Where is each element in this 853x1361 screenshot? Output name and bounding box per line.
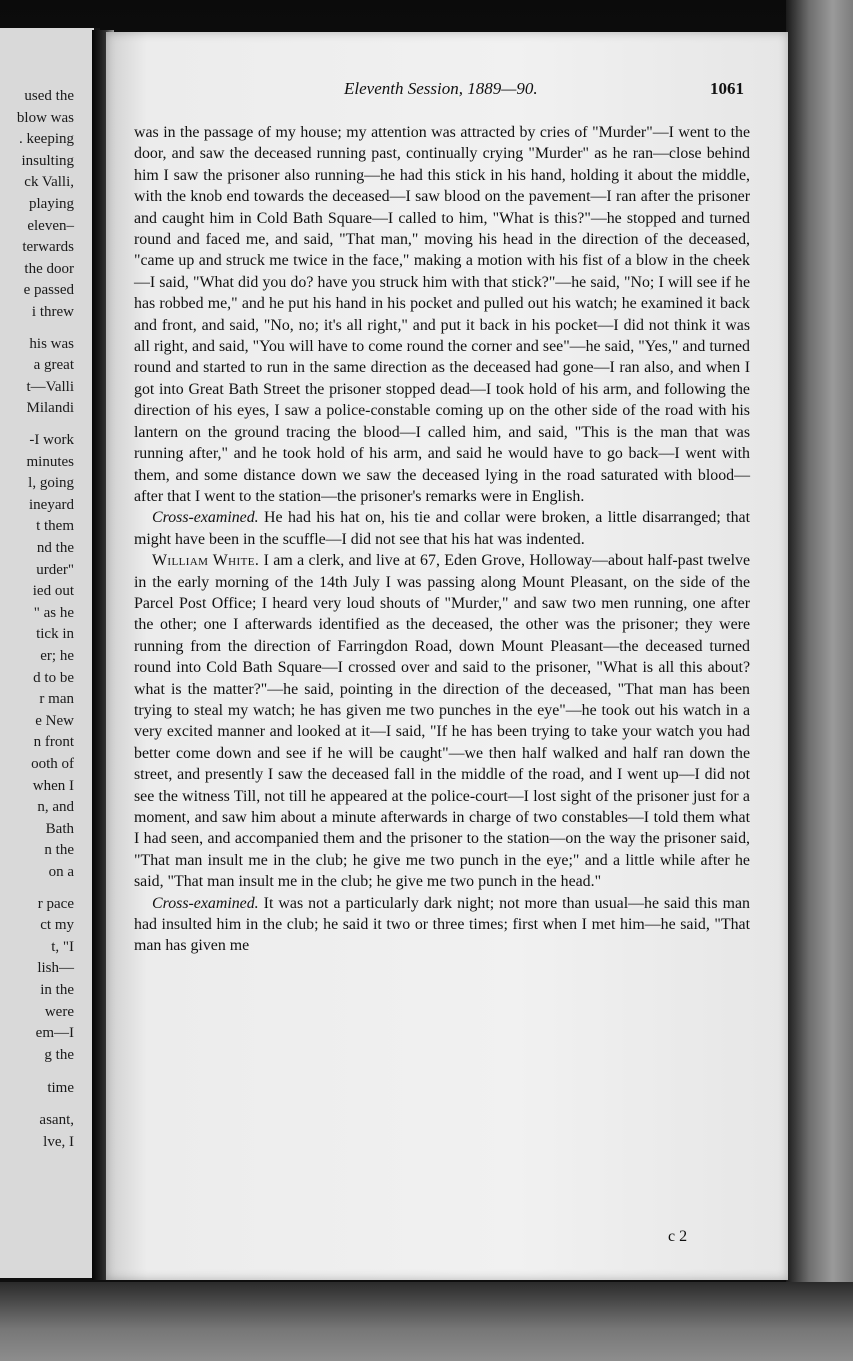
left-page-fragment: were — [44, 1003, 74, 1020]
paragraph-cross-examination-1 — [134, 507, 750, 550]
left-page-fragment: in the — [40, 982, 74, 998]
signature-mark: c 2 — [668, 1228, 688, 1245]
left-page-fragment: time — [47, 1080, 74, 1097]
left-page-fragment: Milandi — [26, 400, 74, 417]
left-page-fragment: e New — [35, 712, 74, 729]
left-page-fragment: tick in — [36, 626, 74, 643]
paragraph-text: I am a clerk, and live at 67, Eden Grove, Holloway—about half-past twelve in the early morning of the 14th July I was passing along Mount Pleasant, on the side of the Parcel Post Office; I heard very loud shouts of "Murder," and saw two men running, one after the other; one I afterwards identified as the deceased, the other was the prisoner; they were running from the direction of Farringdon Road, down Mount Pleasant—the deceased turned round into Cold Bath Square—I crossed over and said to the prisoner, "What is all this about? what is the matter?"—he said, pointing in the direction of the deceased, "That man has been trying to steal my watch; he has given me two punches in the eye"—he took out his watch in a very excited manner and looked at it—I said, "If he has been trying to take your watch you had better come down and see if he will be caught"—we then half walked and half ran down the street, and presently I saw the deceased fall in the middle of the road, and I went up—I did not see the witness Till, not till he appeared at the police-court—I lost sight of the prisoner just for a moment, and saw him about a minute afterwards in charge of two constables—I told them what I had seen, and accompanied them and the prisoner to the station—on the way the prisoner said, "That man insult me in the club; he give me two punch in the eye;" and a little while after he said, "That man insult me in the club; he give me two punch in the head." — [134, 552, 751, 891]
paragraph-text: It was not a particularly dark night; not more than usual—he said this man had insulted him in the club; he said it two or three times; first when I met him—he said, "That man has given me — [134, 894, 750, 955]
left-page-fragment: ied out — [32, 583, 74, 600]
left-page-fragment: insulting — [21, 152, 74, 169]
left-page-fragment: i threw — [31, 304, 74, 320]
book-right-edge — [786, 0, 853, 1361]
book-bottom-edge — [0, 1282, 853, 1361]
witness-name: William White. — [152, 552, 260, 570]
left-page-fragment: blow was — [16, 109, 74, 126]
left-facing-page — [0, 28, 100, 1278]
left-page-fragment: " as he — [33, 604, 74, 621]
left-page-fragment: nd the — [36, 540, 74, 556]
left-page-fragment: on a — [48, 864, 74, 880]
left-page-fragment: -I work — [29, 432, 74, 448]
left-page-fragment: lish— — [37, 960, 74, 977]
left-page-fragment: ooth of — [31, 756, 74, 772]
page-number: 1061 — [710, 79, 744, 98]
paragraph-william-white — [134, 550, 750, 893]
left-page-fragment: r man — [39, 691, 74, 708]
left-page-fragment: terwards — [22, 239, 74, 256]
left-page-fragment: ineyard — [29, 496, 74, 513]
left-page-fragment: t them — [36, 518, 74, 535]
cross-examined-label: Cross-examined. — [152, 509, 259, 527]
left-page-fragment: Bath — [45, 820, 74, 837]
left-page-fragment: lve, I — [43, 1133, 74, 1150]
left-page-fragment: e passed — [23, 282, 74, 299]
left-page-fragment: playing — [29, 196, 74, 212]
paragraph-cross-examination-2 — [134, 893, 750, 957]
left-page-fragment: er; he — [40, 648, 74, 664]
left-page-fragment: . keeping — [19, 131, 74, 148]
cross-examined-label: Cross-examined. — [152, 894, 259, 912]
left-page-fragment: asant, — [39, 1112, 74, 1128]
paragraph-text: He had his hat on, his tie and collar were broken, a little disarranged; that might have been in the scuffle—I did not see that his hat was indented. — [134, 509, 750, 548]
left-page-fragment: minutes — [26, 453, 74, 470]
left-page-fragment: d to be — [33, 669, 74, 686]
left-page-fragment: ct my — [40, 917, 74, 934]
left-page-fragment: n, and — [37, 799, 74, 816]
left-page-fragment: l, going — [28, 475, 74, 492]
left-page-fragment: urder" — [36, 561, 74, 578]
main-page — [106, 32, 788, 1280]
left-page-fragment: his was — [29, 335, 74, 352]
paragraph-testimony-continued — [134, 122, 750, 507]
running-head — [106, 79, 788, 99]
body-text — [134, 122, 750, 957]
left-page-fragment: when I — [32, 777, 74, 794]
left-page-fragment: a great — [33, 357, 74, 374]
paragraph-text: was in the passage of my house; my attention was attracted by cries of "Murder"—I went to the door, and saw the deceased running past, continually crying "Murder" as he ran—close behind him I saw the prisoner also running—he had this stick in his hand, holding it about the middle, with the knob end towards the deceased—I saw blood on the pavement—I ran after the prisoner and caught him in Cold Bath Square—I called to him, "What is this?"—he stopped and turned round and faced me, and said, "That man," moving his head in the direction of the deceased, "came up and struck me twice in the face," making a motion with his fist of a blow in the cheek—I said, "What did you do? have you struck him with that stick?"—he said, "No; I will see if he has robbed me," and he put his hand in his pocket and pulled out his watch; he examined it back and front, and said, "No, no; it's all right," and put it back in his pocket—I did not think it was all right, and said, "You will have to come round the corner and see"—he said, "Yes," and turned round and started to run in the same direction as the deceased had gone—I ran also, and when I got into Great Bath Street the prisoner stopped dead—I took hold of his arm, and following the direction of his eyes, I saw a police-constable coming up on the other side of the road with his lantern on the ground tracing the blood—I called him, and said, "This is the man that was running after," and he took hold of his arm, and said he would have to go back—I went with them, and some distance down we saw the deceased lying in the road saturated with blood—after that I went to the station—the prisoner's remarks were in English. — [134, 124, 750, 505]
left-page-fragment: ck Valli, — [24, 174, 74, 191]
session-title: Eleventh Session, 1889—90. — [344, 79, 538, 98]
left-page-fragment: n the — [44, 842, 74, 859]
left-page-fragment: t—Valli — [26, 378, 74, 395]
left-page-fragment: the door — [24, 260, 74, 277]
left-page-fragment: g the — [44, 1046, 74, 1063]
left-page-fragment: used the — [24, 88, 74, 104]
left-page-fragment: r pace — [37, 895, 74, 912]
left-page-fragment: em—I — [35, 1025, 74, 1042]
left-page-fragment: n front — [33, 734, 74, 751]
left-page-fragment: eleven– — [27, 217, 74, 234]
left-page-fragment: t, "I — [51, 938, 74, 955]
